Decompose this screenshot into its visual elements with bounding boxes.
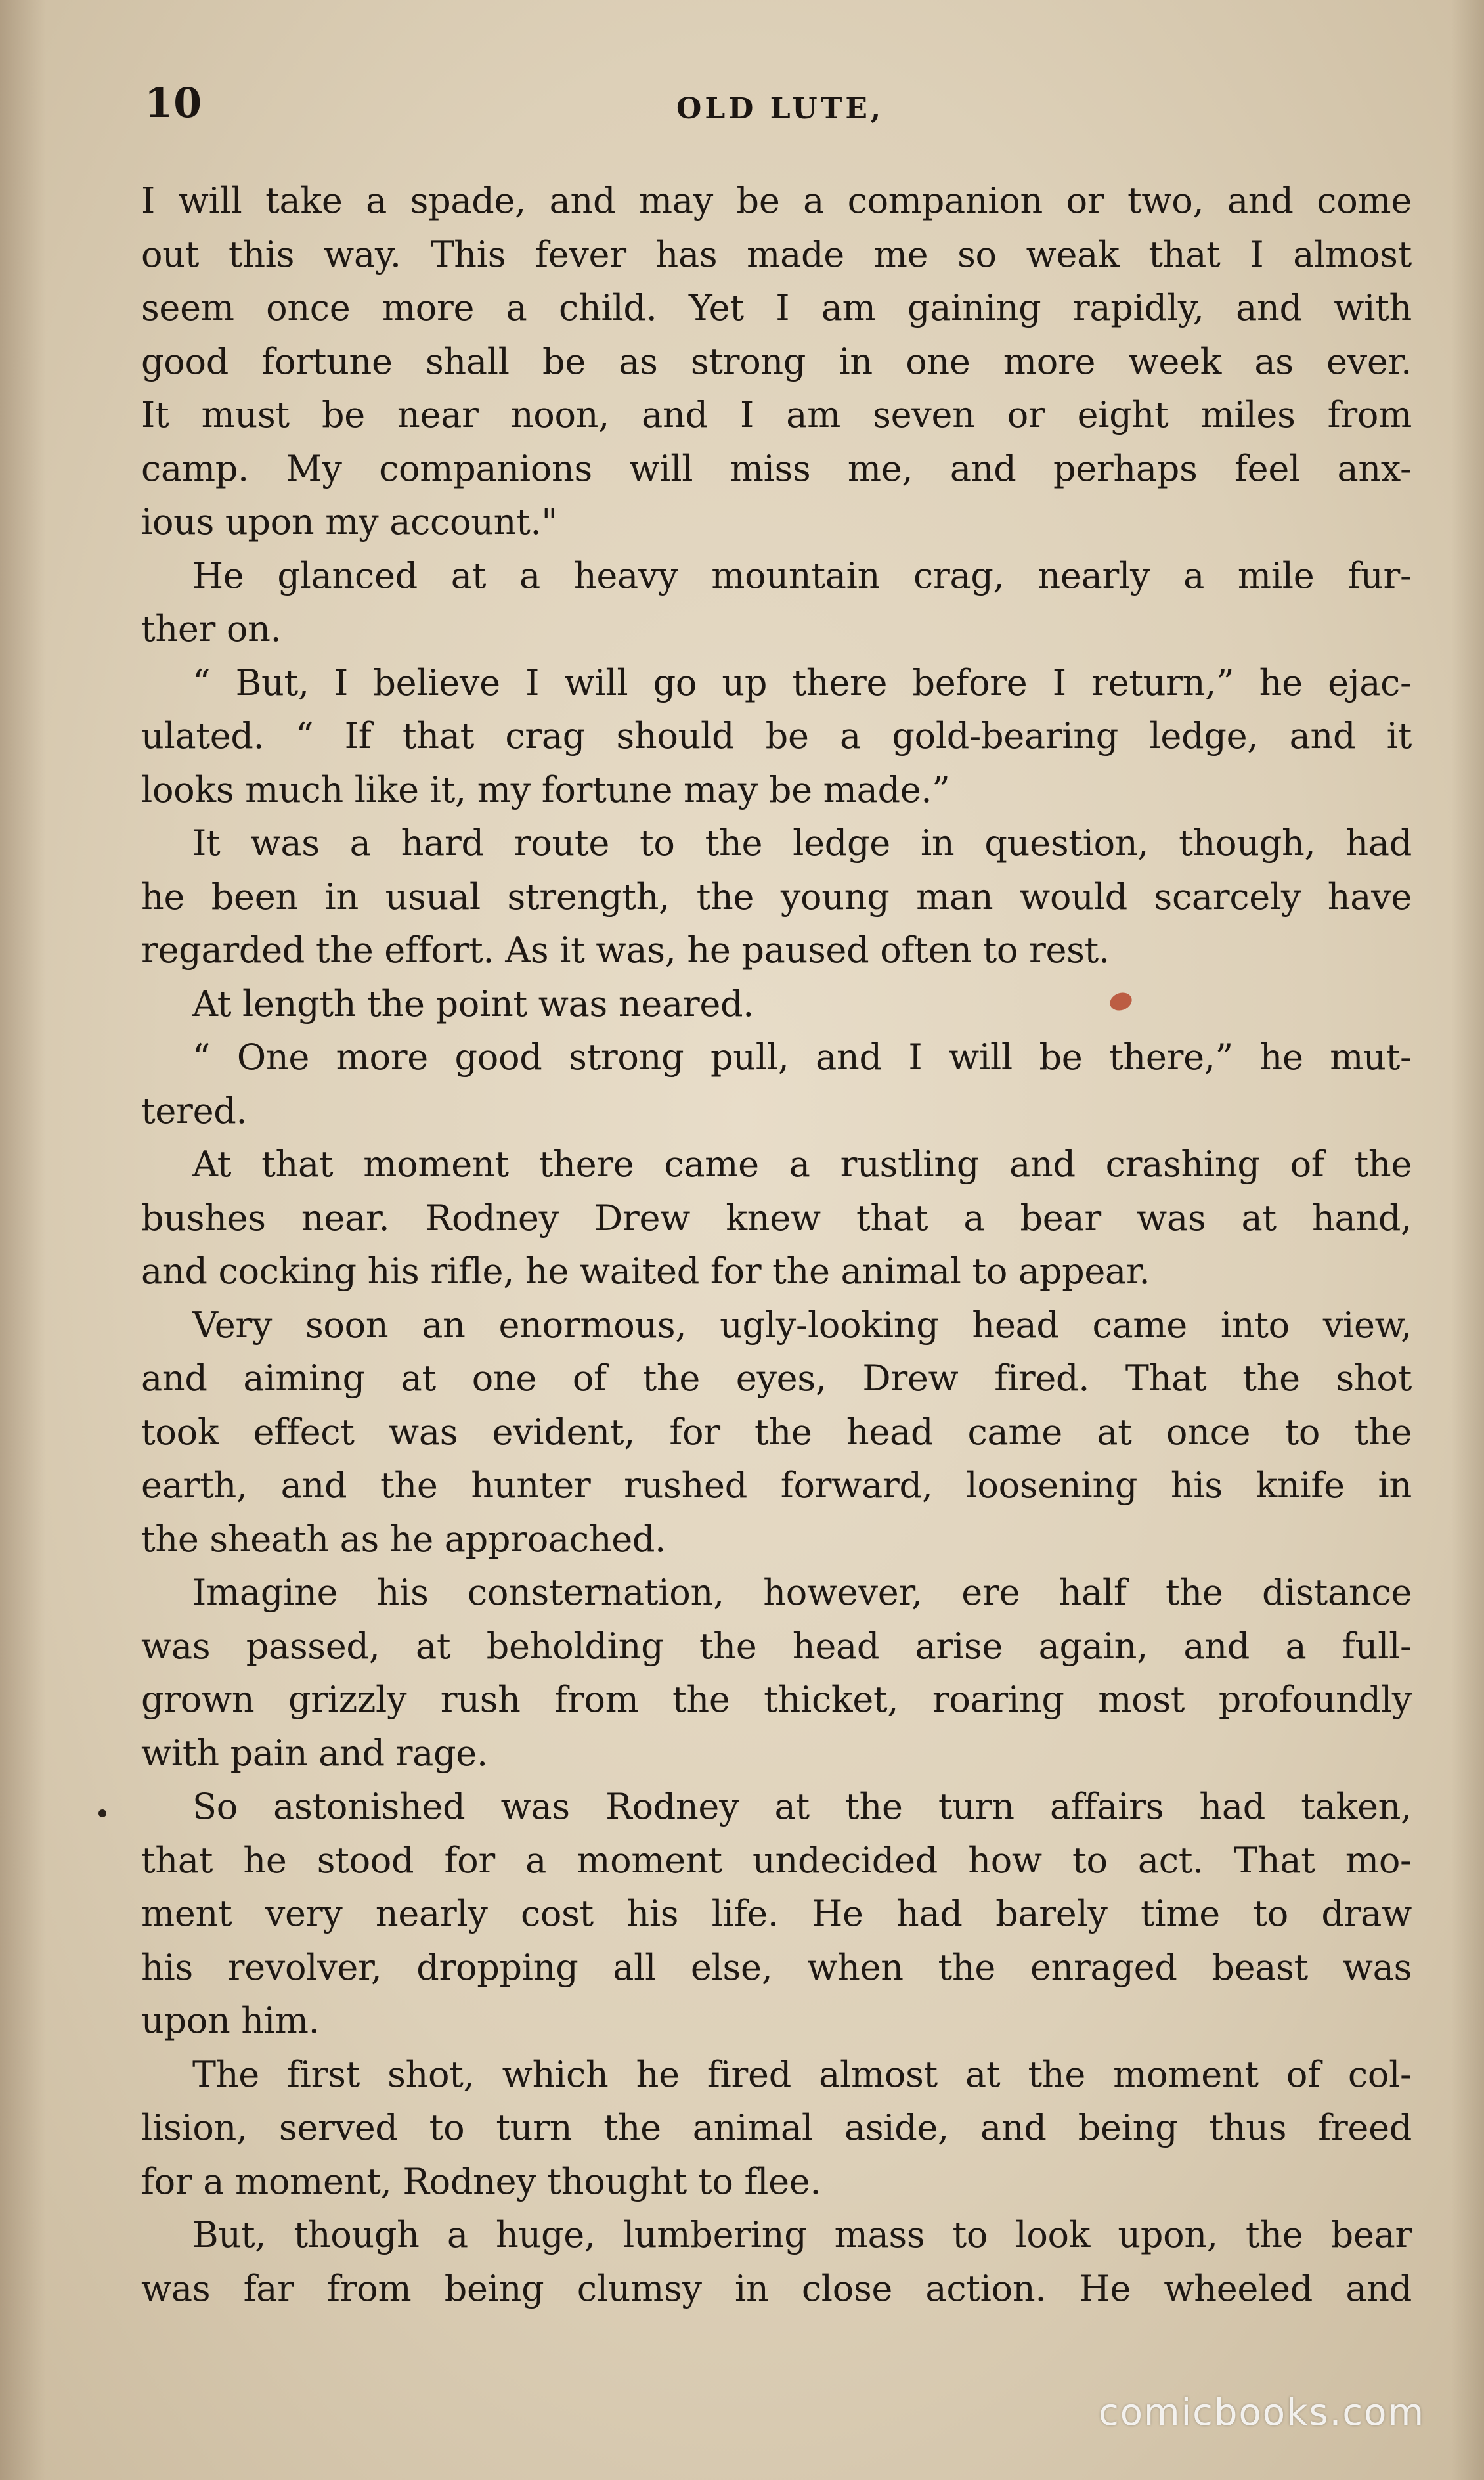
text-line: tered. [141, 1090, 248, 1132]
text-line: ment very nearly cost his life. He had barely time to draw [141, 1893, 1412, 1934]
margin-mark [98, 1809, 106, 1817]
text-line: took effect was evident, for the head came at once to the [141, 1411, 1412, 1453]
text-line: his revolver, dropping all else, when the enraged beast was [141, 1946, 1412, 1988]
text-line: seem once more a child. Yet I am gaining rapidly, and with [141, 287, 1412, 328]
text-line: “ One more good strong pull, and I will be there,” he mut- [192, 1036, 1412, 1078]
text-line: Very soon an enormous, ugly-looking head came into view, [192, 1304, 1412, 1346]
text-line: the sheath as he approached. [141, 1518, 666, 1560]
text-line: At that moment there came a rustling and crashing of the [192, 1143, 1412, 1185]
page-header [144, 79, 1418, 138]
text-line: grown grizzly rush from the thicket, roaring most profoundly [141, 1679, 1412, 1720]
text-line: It must be near noon, and I am seven or eight miles from [141, 394, 1412, 435]
text-line: and aiming at one of the eyes, Drew fired. That the shot [141, 1358, 1412, 1399]
text-line: was passed, at beholding the head arise again, and a full- [141, 1625, 1412, 1667]
text-line: ther on. [141, 608, 282, 650]
text-line: He glanced at a heavy mountain crag, nearly a mile fur- [192, 554, 1412, 596]
text-line: earth, and the hunter rushed forward, loosening his knife in [141, 1465, 1412, 1506]
text-line: that he stood for a moment undecided how to act. That mo- [141, 1839, 1412, 1881]
watermark: comicbooks.com [1098, 2391, 1425, 2434]
text-line: At length the point was neared. [192, 983, 754, 1025]
text-line: for a moment, Rodney thought to flee. [141, 2160, 821, 2202]
text-line: ulated. “ If that crag should be a gold-bearing ledge, and it [141, 715, 1412, 757]
text-line: So astonished was Rodney at the turn affairs had taken, [192, 1786, 1412, 1827]
text-line: It was a hard route to the ledge in question, though, had [192, 822, 1412, 864]
text-line: out this way. This fever has made me so weak that I almost [141, 233, 1412, 275]
running-head: OLD LUTE, [676, 92, 884, 125]
text-line: The first shot, which he fired almost at the moment of col- [192, 2053, 1412, 2095]
text-line: Imagine his consternation, however, ere half the distance [192, 1572, 1412, 1613]
text-line: with pain and rage. [141, 1732, 488, 1774]
text-line: he been in usual strength, the young man would scarcely have [141, 875, 1412, 918]
text-line: upon him. [141, 2000, 320, 2041]
gutter-shadow [0, 0, 46, 2480]
text-line: good fortune shall be as strong in one more week as ever. [141, 340, 1412, 382]
text-line: looks much like it, my fortune may be made.” [141, 768, 950, 810]
text-line: But, though a huge, lumbering mass to look upon, the bear [192, 2214, 1412, 2255]
page-number: 10 [144, 79, 203, 127]
text-line: lision, served to turn the animal aside, and being thus freed [141, 2107, 1412, 2148]
text-line: I will take a spade, and may be a companion or two, and come [141, 180, 1412, 221]
text-line: and cocking his rifle, he waited for the animal to appear. [141, 1251, 1150, 1292]
text-line: bushes near. Rodney Drew knew that a bear was at hand, [141, 1197, 1412, 1239]
page-edge-shadow [1451, 0, 1484, 2480]
text-line: regarded the effort. As it was, he paused often to rest. [141, 929, 1110, 971]
text-line: “ But, I believe I will go up there before I return,” he ejac- [192, 661, 1412, 703]
text-line: camp. My companions will miss me, and perhaps feel anx- [141, 447, 1412, 489]
text-line: ious upon my account." [141, 501, 557, 542]
text-line: was far from being clumsy in close action. He wheeled and [141, 2267, 1412, 2309]
body-text [141, 174, 1412, 2315]
